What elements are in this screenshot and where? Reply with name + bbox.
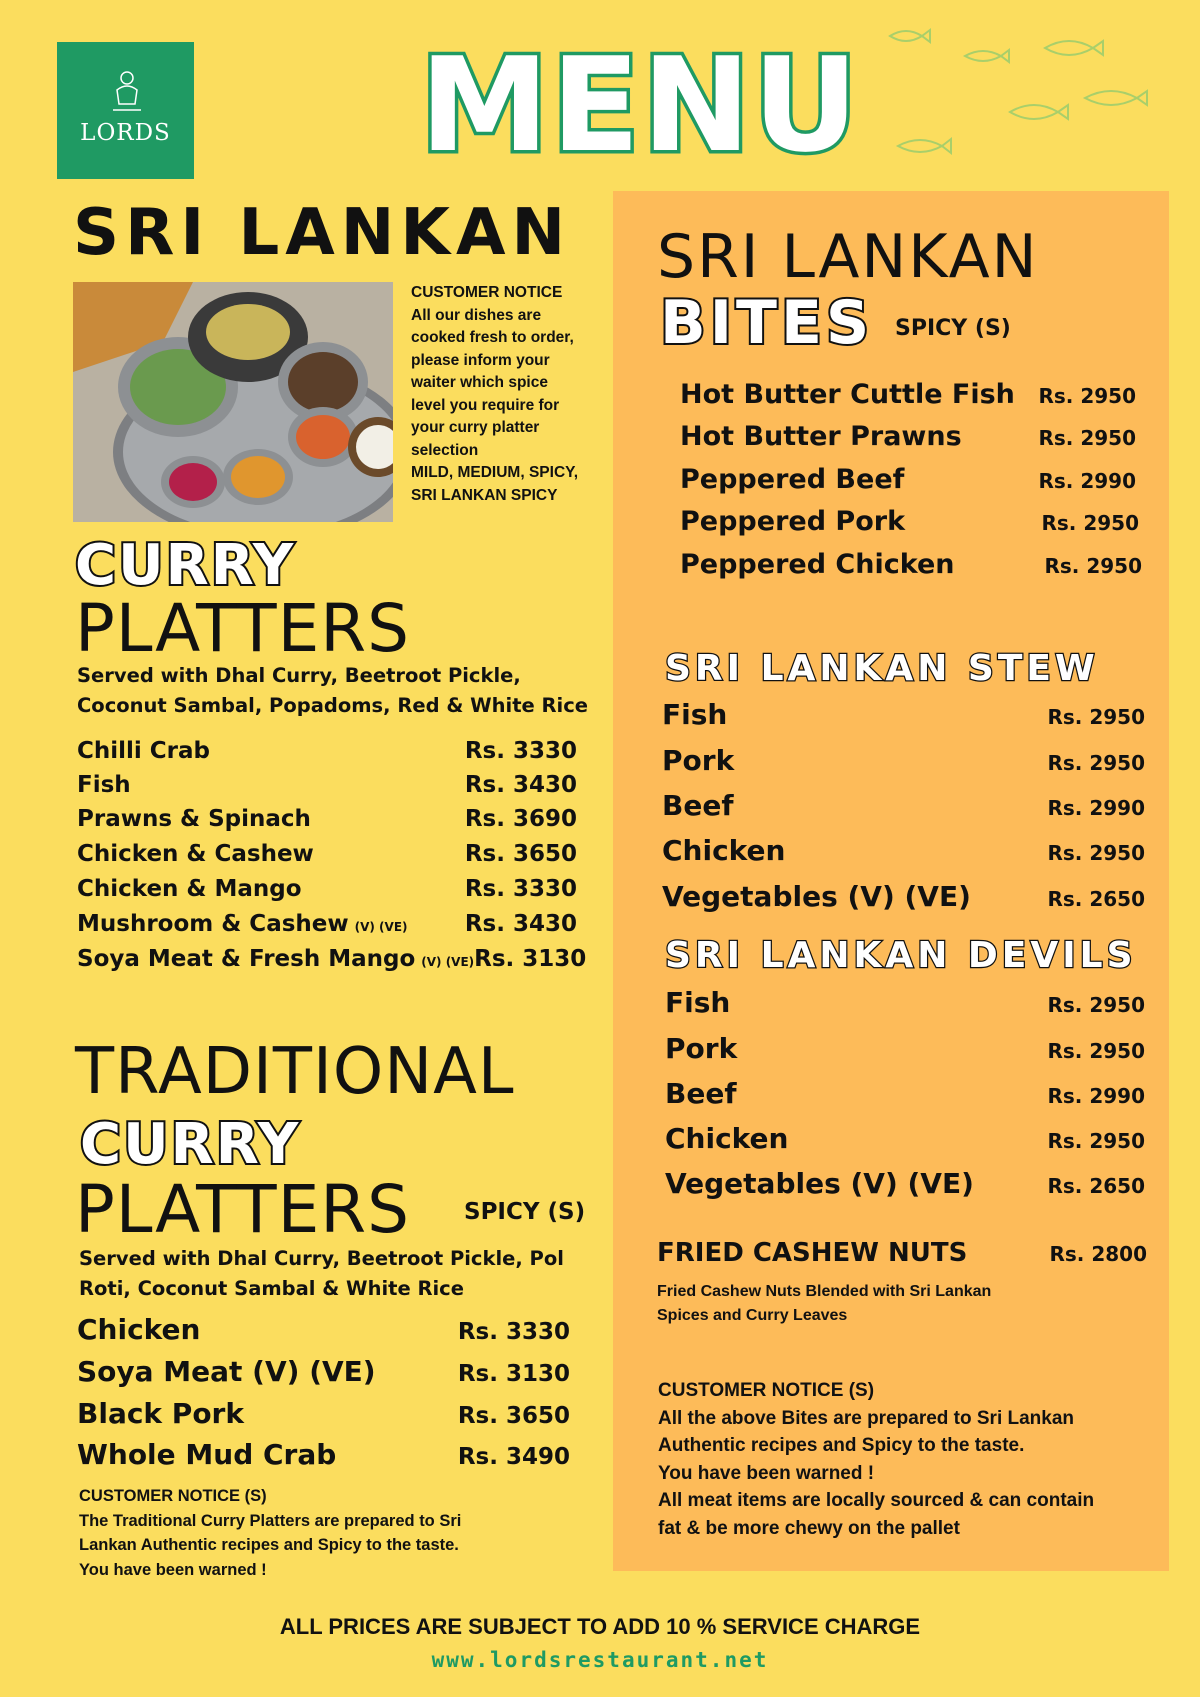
item-name: Chicken [662, 834, 786, 867]
menu-item [77, 946, 587, 972]
notice-line: All our dishes are [411, 306, 542, 324]
notice-line: Lankan Authentic recipes and Spicy to the taste. [79, 1536, 459, 1554]
notice-line: All meat items are locally sourced & can contain [658, 1490, 1095, 1511]
spicy-label: SPICY (S) [464, 1199, 586, 1225]
curry-platters-heading-word2: PLATTERS [75, 590, 411, 667]
item-name: Fish [665, 986, 731, 1019]
item-price: Rs. 3650 [457, 1403, 570, 1429]
item-name: Soya Meat (V) (VE) [77, 1355, 376, 1388]
item-price: Rs. 2800 [1049, 1242, 1147, 1266]
notice-line: Authentic recipes and Spicy to the taste. [658, 1435, 1025, 1456]
item-price: Rs. 3430 [464, 911, 577, 937]
menu-item [77, 772, 577, 798]
item-name: Chicken [77, 1313, 201, 1346]
bites-notice [658, 1377, 1094, 1542]
item-name: Prawns & Spinach [77, 806, 311, 832]
section-title-sri-lankan: SRI LANKAN [73, 196, 572, 270]
menu-item [77, 841, 577, 867]
item-price: Rs. 2950 [1047, 993, 1145, 1017]
service-charge-note: ALL PRICES ARE SUBJECT TO ADD 10 % SERVICE CHARGE [279, 1614, 921, 1639]
item-price: Rs. 2990 [1038, 469, 1136, 493]
item-price: Rs. 3430 [464, 772, 577, 798]
item-price: Rs. 2950 [1047, 705, 1145, 729]
item-price: Rs. 2950 [1047, 1039, 1145, 1063]
menu-title [420, 38, 860, 168]
item-name: Whole Mud Crab [77, 1438, 337, 1471]
item-name: Vegetables (V) (VE) [662, 880, 971, 913]
item-price: Rs. 3650 [464, 841, 577, 867]
menu-item [665, 986, 1145, 1019]
item-price: Rs. 2950 [1044, 554, 1142, 578]
svg-text:MENU: MENU [420, 38, 860, 168]
website-link[interactable]: www.lordsrestaurant.net [431, 1648, 769, 1672]
menu-item [680, 421, 1136, 452]
item-price: Rs. 3330 [464, 738, 577, 764]
item-name: Vegetables (V) (VE) [665, 1167, 974, 1200]
traditional-heading-word3: PLATTERS [75, 1171, 411, 1248]
notice-line: You have been warned ! [79, 1560, 267, 1579]
item-diet-tag: (V) (VE) [421, 955, 475, 969]
item-price: Rs. 2650 [1047, 1174, 1145, 1198]
logo-text: LORDS [80, 120, 171, 146]
menu-item [665, 1167, 1145, 1200]
item-price: Rs. 2950 [1038, 426, 1136, 450]
menu-item [77, 806, 577, 832]
notice-line: The Traditional Curry Platters are prepared to Sri [79, 1511, 462, 1530]
menu-item [665, 1122, 1145, 1155]
notice-line: MILD, MEDIUM, SPICY, [411, 464, 579, 481]
item-price: Rs. 3130 [457, 1361, 570, 1387]
menu-item [77, 1313, 570, 1346]
notice-line: All the above Bites are prepared to Sri Lankan [658, 1407, 1075, 1429]
bites-heading-word2: BITES [660, 288, 874, 358]
menu-item [665, 1077, 1145, 1110]
menu-item [77, 738, 577, 764]
item-price: Rs. 2990 [1047, 796, 1145, 820]
menu-item [77, 1438, 570, 1471]
item-price: Rs. 2950 [1047, 1129, 1145, 1153]
description-line: Spices and Curry Leaves [657, 1307, 848, 1324]
notice-line: fat & be more chewy on the pallet [658, 1517, 960, 1539]
item-name: Beef [662, 789, 734, 822]
menu-item-cashew [657, 1238, 1147, 1268]
traditional-heading-word1: TRADITIONAL [75, 1035, 515, 1109]
notice-heading: CUSTOMER NOTICE (S) [658, 1380, 875, 1401]
item-name: Chicken & Cashew [77, 841, 314, 867]
stew-heading: SRI LANKAN STEW [665, 648, 1099, 689]
item-name: Soya Meat & Fresh Mango [77, 946, 416, 972]
description-line: Served with Dhal Curry, Beetroot Pickle, [77, 664, 521, 687]
item-name: Mushroom & Cashew [77, 911, 349, 937]
curry-platters-heading-word1: CURRY [75, 533, 296, 598]
menu-item [680, 379, 1136, 410]
traditional-description [79, 1244, 564, 1304]
item-diet-tag: (V) (VE) [354, 920, 408, 934]
cashew-description [657, 1280, 991, 1328]
menu-item [680, 549, 1142, 580]
item-name: Chicken [665, 1122, 789, 1155]
item-name: Pork [662, 744, 735, 777]
menu-item [662, 789, 1145, 822]
notice-line: SRI LANKAN SPICY [411, 486, 558, 504]
description-line: Served with Dhal Curry, Beetroot Pickle, Pol [79, 1247, 564, 1270]
item-price: Rs. 3130 [474, 946, 587, 972]
item-price: Rs. 3330 [464, 876, 577, 902]
item-name: Peppered Chicken [680, 549, 955, 580]
item-name: Peppered Beef [680, 464, 905, 495]
description-line: Roti, Coconut Sambal & White Rice [79, 1277, 464, 1300]
notice-line: cooked fresh to order, [411, 329, 574, 346]
fish-doodles-decoration [880, 20, 1180, 170]
item-price: Rs. 3690 [464, 806, 577, 832]
curry-platters-description [77, 661, 588, 721]
spicy-label: SPICY (S) [895, 316, 1011, 341]
item-name: Fish [77, 772, 131, 798]
restaurant-logo [57, 42, 194, 179]
menu-item [77, 876, 577, 902]
menu-item [77, 911, 577, 937]
item-name: Fish [662, 698, 728, 731]
item-price: Rs. 2950 [1038, 384, 1136, 408]
item-name: Chilli Crab [77, 738, 211, 764]
menu-item [662, 834, 1145, 867]
item-name: Hot Butter Prawns [680, 421, 962, 452]
item-name: Hot Butter Cuttle Fish [680, 379, 1015, 410]
item-name: FRIED CASHEW NUTS [657, 1238, 968, 1268]
notice-line: waiter which spice [411, 374, 548, 391]
item-name: Chicken & Mango [77, 876, 302, 902]
item-name: Peppered Pork [680, 506, 906, 537]
notice-line: please inform your [411, 351, 550, 369]
description-line: Coconut Sambal, Popadoms, Red & White Rice [77, 694, 589, 717]
notice-heading: CUSTOMER NOTICE [411, 284, 563, 301]
notice-line: You have been warned ! [658, 1462, 875, 1484]
menu-item [662, 698, 1145, 731]
item-price: Rs. 2990 [1047, 1084, 1145, 1108]
notice-heading: CUSTOMER NOTICE (S) [79, 1487, 267, 1505]
devils-heading: SRI LANKAN DEVILS [665, 935, 1137, 976]
notice-line: level you require for [411, 396, 560, 414]
item-price: Rs. 2950 [1041, 511, 1139, 535]
item-price: Rs. 2650 [1047, 887, 1145, 911]
traditional-heading-word2: CURRY [80, 1112, 301, 1177]
menu-item [662, 880, 1145, 913]
menu-item [680, 464, 1136, 495]
menu-item [680, 506, 1139, 537]
curry-platter-photo [73, 282, 393, 522]
item-name: Black Pork [77, 1397, 244, 1430]
menu-item [77, 1355, 570, 1388]
description-line: Fried Cashew Nuts Blended with Sri Lankan [657, 1283, 992, 1300]
menu-item [662, 744, 1145, 777]
item-name: Beef [665, 1077, 737, 1110]
item-price: Rs. 2950 [1047, 841, 1145, 865]
chef-icon [107, 70, 147, 118]
menu-item [77, 1397, 570, 1430]
bites-heading-word1: SRI LANKAN [657, 222, 1039, 292]
notice-line: your curry platter [411, 419, 540, 436]
notice-line: selection [411, 441, 479, 459]
item-price: Rs. 3330 [457, 1319, 570, 1345]
item-price: Rs. 3490 [457, 1444, 570, 1470]
item-price: Rs. 2950 [1047, 751, 1145, 775]
spice-level-notice [411, 282, 601, 507]
menu-item [665, 1032, 1145, 1065]
item-name: Pork [665, 1032, 738, 1065]
traditional-notice [79, 1484, 461, 1582]
